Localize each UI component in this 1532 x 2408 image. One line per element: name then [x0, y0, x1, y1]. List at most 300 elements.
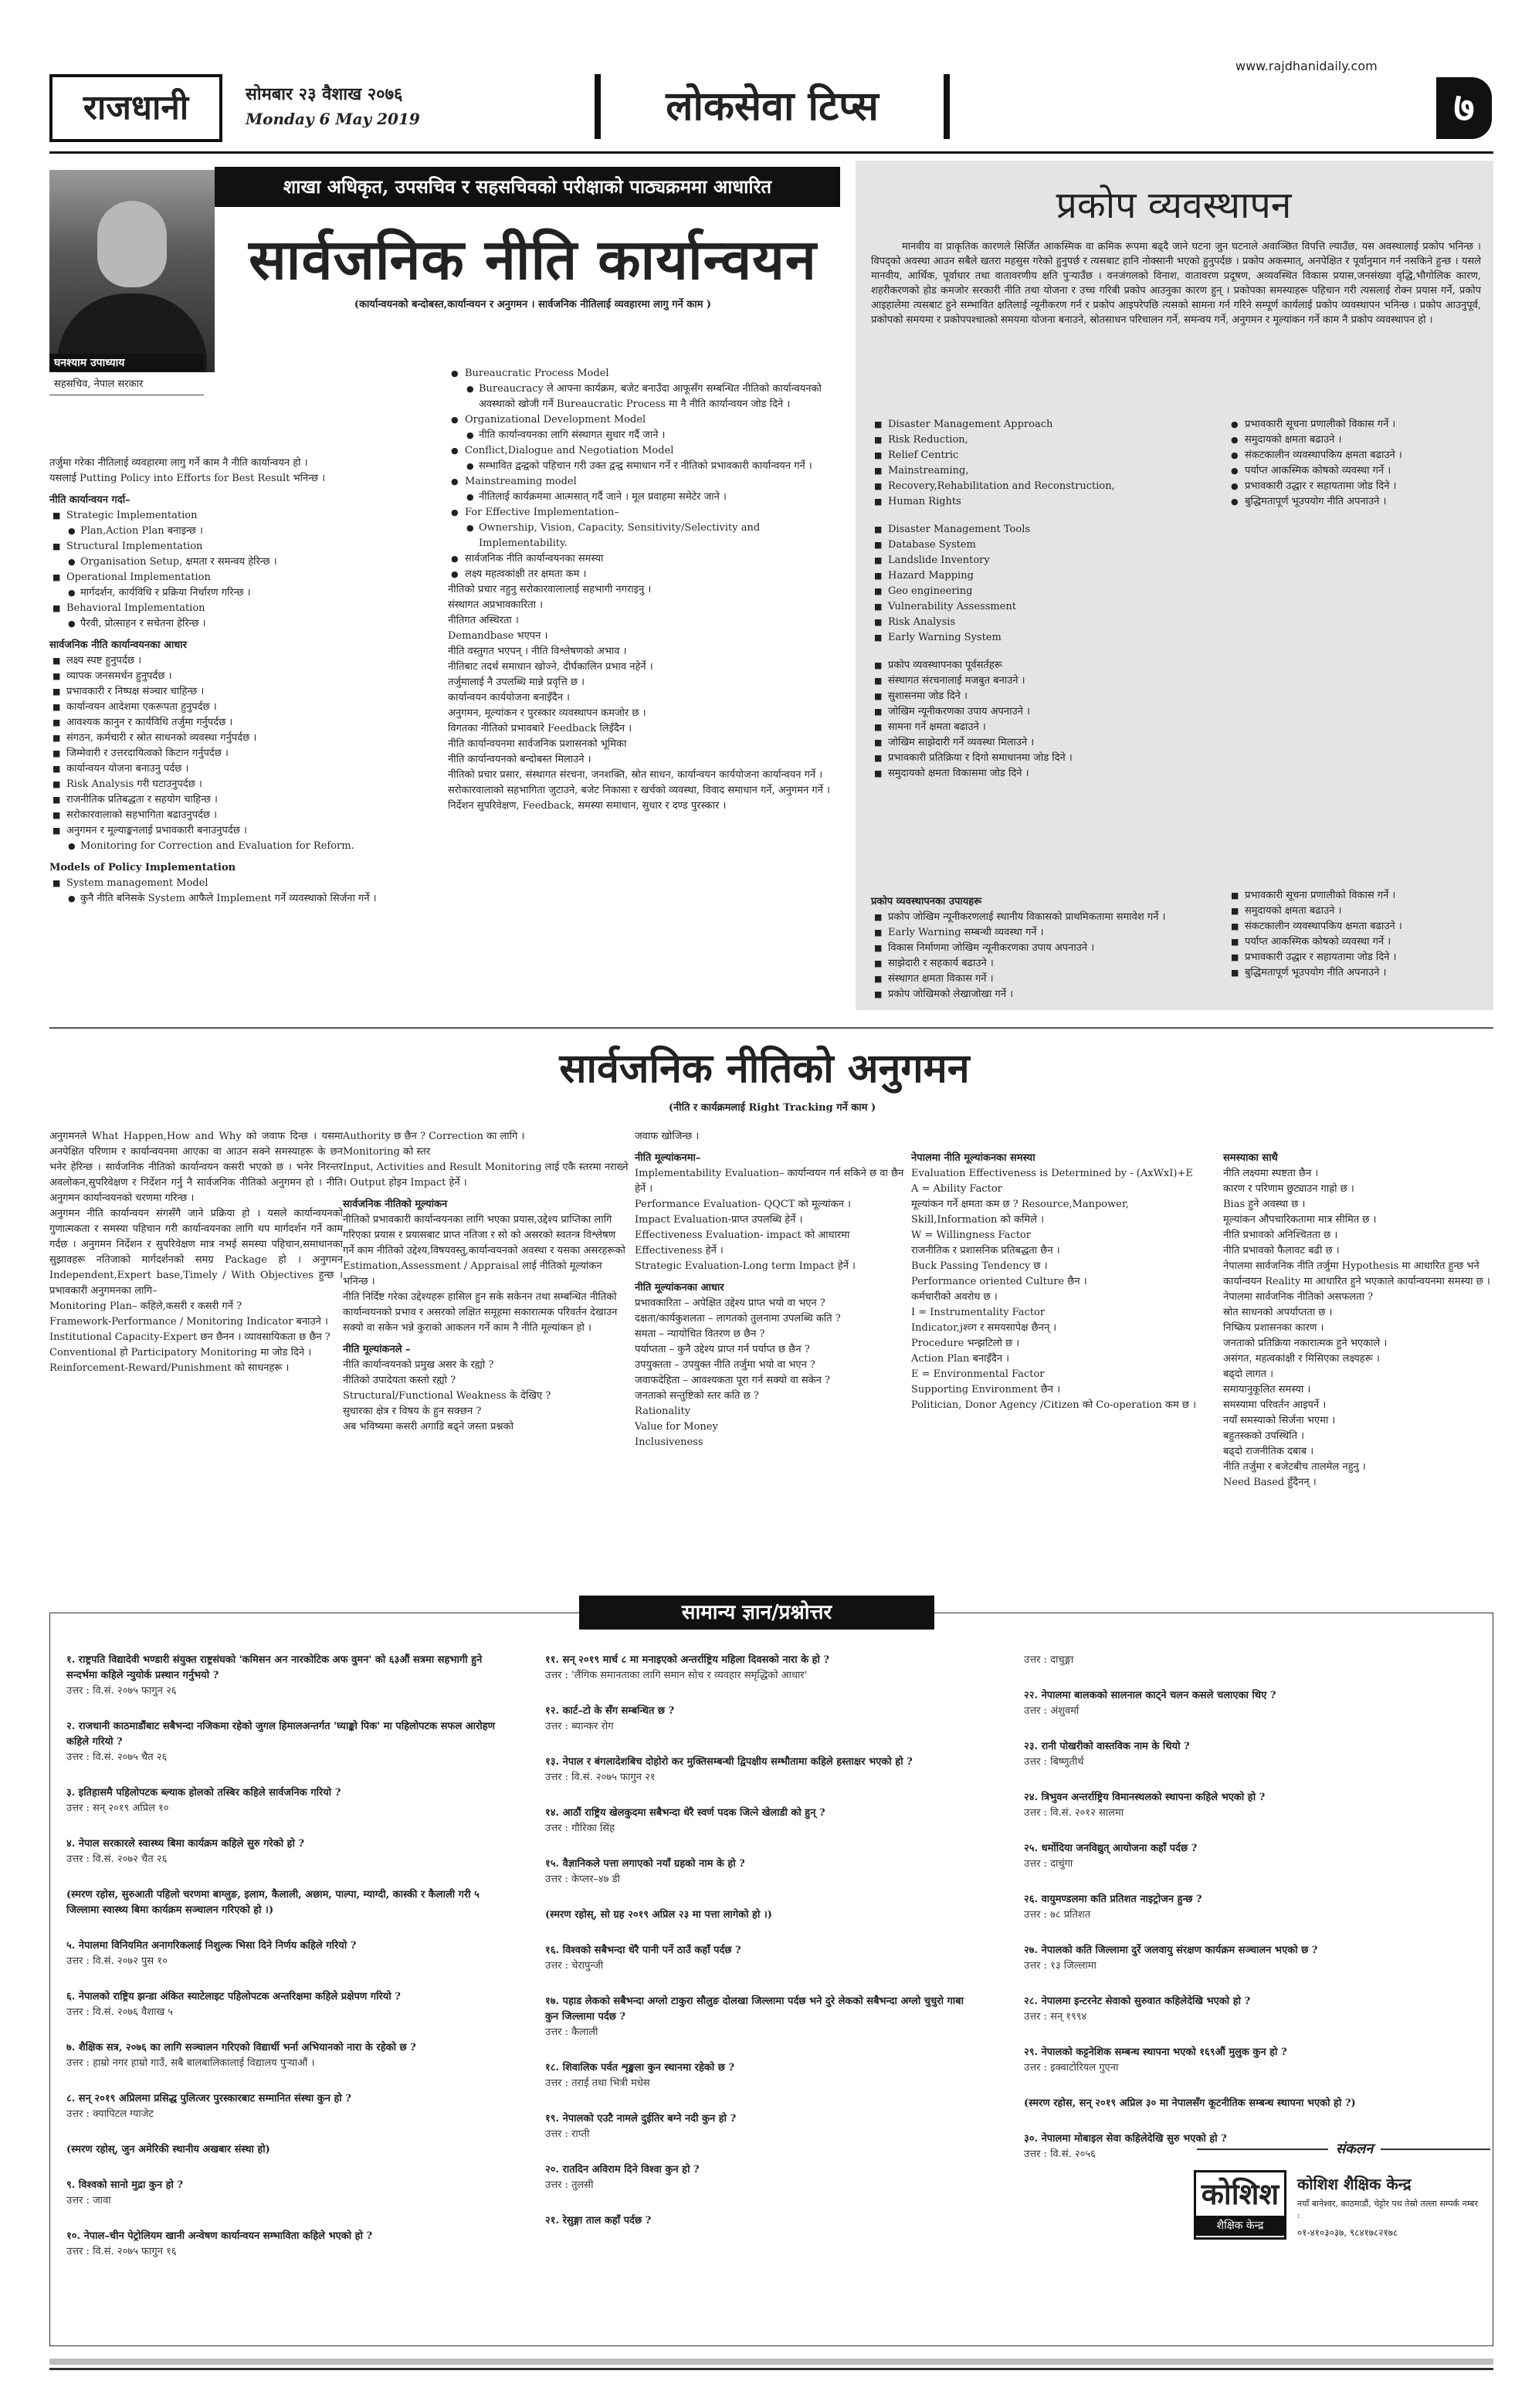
qa-item — [545, 2213, 978, 2229]
text-line: ● सम्भावित द्वन्द्वको पहिचान गरी उक्त द्वन्द्व समाधान गर्ने र नीतिको प्रभावकारी कार्यान्वयन गर्ने । — [448, 459, 834, 474]
text-line: ■ Risk Analysis — [871, 615, 1211, 630]
institute-name: कोशिश शैक्षिक केन्द्र — [1297, 2175, 1412, 2193]
text-line: सरोकारवालाको सहभागिता जुटाउने, बजेट निकासा र खर्चको व्यवस्था, विवाद समाधान गर्ने, अनुगमन गर्ने । — [448, 785, 830, 796]
text-line: ■ संगठन, कर्मचारी र स्रोत साधनको व्यवस्था गर्नुपर्दछ । — [49, 731, 436, 746]
text-line: Indicator,jश्व्ग र समयसापेक्ष छैनन् । — [911, 1322, 1057, 1334]
text-line: नीति कार्यान्वयनमा सार्वजनिक प्रशासनको भूमिका — [448, 738, 627, 750]
text-line: Action Plan बनाइँदैन । — [911, 1353, 1010, 1365]
text-line: नेपालमा सार्वजनिक नीति तर्जुमा Hypothesis मा आधारित हुन्छ भने कार्यान्वयन Reality मा आधारित हुने भएकाले कार्यान्वयनमा समस्या छ । — [1223, 1260, 1490, 1287]
text-line: Performance Evaluation- QQCT को मूल्यांकन । — [635, 1199, 851, 1210]
text-line: Impact Evaluation-प्राप्त उपलब्धि हेर्ने । — [635, 1214, 803, 1226]
answer: उत्तर : वि.सं. २०७५ फागुन २६ — [66, 1685, 177, 1697]
question: १. राष्ट्रपति विद्यादेवी भण्डारी संयुक्त राष्ट्रसंघको 'कमिसन अन नारकोटिक अफ वुमन' को ६३औं सत्रमा सहभागी हुने सन्दर्भमा कहिले न्युयोर्क प्रस्थान गर्नुभयो ? — [66, 1654, 483, 1681]
text-line: Monitoring Plan– कहिले,कसरी र कसरी गर्ने ? — [49, 1301, 242, 1312]
text-line: स्रोत साधनको अपर्याप्तता छ । — [1223, 1307, 1333, 1318]
text-line: Monitoring को स्तर — [343, 1146, 431, 1158]
text-line: ■ प्रभावकारी प्रतिक्रिया र दिगो समाधानमा जोड दिने । — [871, 751, 1211, 766]
qa-item — [66, 1653, 499, 1699]
qa-item — [66, 1887, 499, 1918]
text-line: अनुगमनले What Happen,How and Why को जवाफ दिन्छ । यसमा अनपेक्षित परिणाम र कार्यान्वयनमा आएका वा आउन सक्ने समस्याहरू के छन भनेर हेरिन्छ । सार्वजनिक नीतिको कार्यान्वयन कसरी भएको छ । भनेर निरन्तर अवलोकन,सुपरिवेक्षण र निर्देशन गर्नु नै सार्वजनिक नीतिको अनुगमन हो । नीति अनुगमन कार्यान्वयनको चरणमा गरिन्छ । — [49, 1131, 343, 1204]
text-line: जनताको प्रतिक्रिया नकारात्मक हुने भएकाले । — [1223, 1338, 1388, 1349]
answer: उत्तर : ब्यान्कर रोग — [545, 1721, 614, 1732]
question: २३. रानी पोखरीको वास्तविक नाम के थियो ? — [1024, 1741, 1190, 1752]
question: २९. नेपालको कट्टनेशिक सम्बन्ध स्थापना भएको १६९औं मुलुक कुन हो ? — [1024, 2047, 1287, 2058]
text-line: नीति मूल्यांकनका आधार — [635, 1282, 724, 1294]
text-line: Institutional Capacity-Expert छन छैनन । व्यावसायिकता छ छैन ? — [49, 1331, 330, 1343]
text-line: ● Ownership, Vision, Capacity, Sensitivity/Selectivity and Implementability. — [448, 521, 834, 551]
text-line: Need Based हुँदैनन् । — [1223, 1477, 1317, 1488]
answer: उत्तर : जावा — [66, 2195, 111, 2206]
text-line: ■ प्रकोप व्यवस्थापनका पूर्वसर्तहरू — [871, 658, 1211, 673]
footer-bar — [49, 2359, 1493, 2365]
qa-item — [66, 2142, 499, 2158]
disaster-list-right — [1228, 417, 1483, 510]
answer: उत्तर : सन् १९९४ — [1024, 2011, 1087, 2023]
answer: उत्तर : तराई तथा भित्री मधेस — [545, 2077, 650, 2089]
text-line: ■ विकास निर्माणमा जोखिम न्यूनीकरणका उपाय अपनाउने । — [871, 941, 1188, 956]
text-line: ■ Early Warning सम्बन्धी व्यवस्था गर्ने । — [871, 925, 1188, 941]
text-line: ■ लक्ष्य स्पष्ट हुनुपर्दछ । — [49, 653, 436, 669]
text-line: असंगत, महत्वकांक्षी र मिसिएका लक्ष्यहरू । — [1223, 1353, 1380, 1365]
section-title: लोकसेवा टिप्स — [595, 74, 950, 139]
question: १०. नेपाल–चीन पेट्रोलियम खानी अन्वेषण कार्यान्वयन सम्भाविता कहिले भएको हो ? — [66, 2230, 373, 2242]
text-line: नीति प्रभावको फैलावट बढी छ । — [1223, 1245, 1340, 1257]
text-line: E = Environmental Factor — [911, 1368, 1045, 1380]
article-column-2 — [448, 366, 834, 814]
text-line: सार्वजनिक नीति कार्यान्वयनका आधार — [49, 639, 187, 651]
text-line: ■ सामना गर्ने क्षमता बढाउने । — [871, 720, 1211, 735]
text-line: समस्याका साथै — [1223, 1152, 1278, 1164]
answer: उत्तर : वि.सं. २०७५ फागुन १६ — [66, 2246, 177, 2257]
monitoring-column-1 — [49, 1129, 343, 1376]
text-line: ■ व्यापक जनसमर्थन हुनुपर्दछ । — [49, 669, 436, 684]
text-line: नीतिबाट तदर्थ समाधान खोज्ने, दीर्घकालिन प्रभाव नहेर्ने । — [448, 661, 653, 673]
qa-item — [1024, 2045, 1456, 2076]
text-line: नेपालमा सार्वजनिक नीतिको असफलता ? — [1223, 1291, 1374, 1303]
text-line: ■ अनुगमन र मूल्याङ्कनलाई प्रभावकारी बनाउनुपर्दछ । — [49, 823, 436, 839]
question: १९. नेपालको एउटै नामले दुईतिर बग्ने नदी कुन हो ? — [545, 2113, 737, 2125]
qa-item — [545, 2162, 978, 2193]
text-line: प्रकोप व्यवस्थापनका उपायहरू — [871, 896, 982, 907]
answer: उत्तर : कैलाली — [545, 2026, 598, 2038]
text-line: नीति प्रभावको अनिश्चितता छ । — [1223, 1229, 1338, 1241]
monitoring-column-5 — [1223, 1145, 1493, 1491]
text-line: ■ Database System — [871, 538, 1211, 553]
text-line: Implementability Evaluation– कार्यान्वयन गर्न सकिने छ वा छैन हेर्ने । — [635, 1168, 904, 1195]
gk-column-3 — [1024, 1653, 1456, 2182]
answer: उत्तर : वि.सं. २०७२ चैत २६ — [66, 1853, 168, 1865]
question: १४. आठौं राष्ट्रिय खेलकुदमा सबैभन्दा धेरै स्वर्ण पदक जित्ने खेलाडी को हुन् ? — [545, 1807, 825, 1819]
qa-item — [545, 1755, 978, 1786]
gk-column-1 — [66, 1653, 499, 2280]
footer-rule — [49, 2368, 1493, 2370]
question: १५. वैज्ञानिकले पत्ता लगाएको नयाँ ग्रहको नाम के हो ? — [545, 1858, 745, 1870]
question: (स्मरण रहोस, सुरुआती पहिलो चरणमा बाग्लुङ, इलाम, कैलाली, अछाम, पाल्पा, म्याग्दी, कास्की र कैलाली गरी ५ जिल्लामा स्वास्थ्य बिमा कार्यक्रम सञ्चालन गरिएको हो ।) — [66, 1889, 480, 1916]
text-line: ■ जोखिम न्यूनीकरणका उपाय अपनाउने । — [871, 704, 1211, 720]
text-line — [871, 646, 1211, 658]
text-line: मूल्यांकन गर्ने क्षमता कम छ ? Resource,Manpower, Skill,Information को कमिले । — [911, 1199, 1129, 1226]
text-line: ■ संकटकालीन व्यवस्थापकिय क्षमता बढाउने । — [1228, 919, 1483, 934]
text-line: ■ सरोकारवालाको सहभागिता बढाउनुपर्दछ । — [49, 808, 436, 823]
text-line: W = Willingness Factor — [911, 1229, 1031, 1241]
qa-item — [1024, 1790, 1456, 1821]
question: (स्मरण रहोस्, जुन अमेरिकी स्थानीय अखबार संस्था हो) — [66, 2144, 270, 2155]
institute-phone: ०१-४१०३०३७, ९८४१७८२१७८ — [1297, 2227, 1398, 2238]
text-line: नीतिको प्रचार प्रसार, संस्थागत संरचना, जनशक्ति, स्रोत साधन, कार्यान्वयन कार्ययोजना कार्यान्वयन गर्ने । — [448, 769, 823, 781]
text-line: नीति निर्दिष्ट गरेका उद्देश्यहरू हासिल हुन सके सकेनन तथा सम्बन्धित नीतिको कार्यान्वयनको प्रभाव र असरको लक्षित समूहमा सकारात्मक परिवर्तन देखाउन सक्यो वा सकेन भन्ने कुराको आकलन गर्ने काम नै नीति मूल्यांकन हो । — [343, 1291, 618, 1334]
monitoring-headline: सार्वजनिक नीतिको अनुगमन — [559, 1045, 970, 1092]
text-line: Bias हुने अवस्था छ । — [1223, 1199, 1306, 1210]
text-line: तर्जुमा गरेका नीतिलाई व्यवहारमा लागु गर्ने काम नै नीति कार्यान्वयन हो । — [49, 457, 308, 469]
text-line: ■ Strategic Implementation — [49, 508, 436, 524]
text-line: ● पर्याप्त आकस्मिक कोषको व्यवस्था गर्ने । — [1228, 463, 1483, 479]
text-line: जनताको सन्तुष्टिको स्तर कति छ ? — [635, 1390, 759, 1402]
text-line: कर्मचारीको अवरोध छ । — [911, 1291, 998, 1303]
text-line: नीतिगत अस्थिरता । — [448, 615, 519, 626]
qa-item — [545, 1943, 978, 1974]
text-line: ■ Operational Implementation — [49, 570, 436, 585]
qa-item — [1024, 1994, 1456, 2025]
text-line: नीति वस्तुगत भएपन् । नीति विश्लेषणको अभाव । — [448, 646, 627, 657]
text-line: ■ Human Rights — [871, 494, 1211, 510]
article-subhead: (कार्यान्वयनको बन्दोबस्त,कार्यान्वयन र अनुगमन । सार्वजनिक नीतिलाई व्यवहारमा लागु गर्ने काम ) — [354, 299, 712, 310]
text-line: ● संकटकालीन व्यवस्थापकिय क्षमता बढाउने । — [1228, 448, 1483, 463]
question: (स्मरण रहोस्, सो ग्रह २०१९ अप्रिल २३ मा पत्ता लागेको हो ।) — [545, 1909, 772, 1921]
text-line: ● प्रभावकारी उद्धार र सहायतामा जोड दिने । — [1228, 479, 1483, 494]
text-line: Demandbase भएपन । — [448, 630, 548, 642]
answer: उत्तर : क्यापिटल ग्याजेट — [66, 2108, 154, 2120]
question: १७. पहाड लेकको सबैभन्दा अग्लो टाकुरा सौलुङ दोलखा जिल्लामा पर्दछ भने दुरे लेकको सबैभन्दा अग्लो चुचुरो गाबा कुन जिल्लामा पर्दछ ? — [545, 1996, 964, 2023]
text-line: संस्थागत अप्रभावकारिता । — [448, 599, 544, 611]
qa-item — [1024, 1892, 1456, 1923]
answer: उत्तर : राप्ती — [545, 2128, 590, 2140]
text-line: ■ Geo engineering — [871, 584, 1211, 599]
qa-item — [66, 2040, 499, 2071]
answer: उत्तर : तुलसी — [545, 2179, 594, 2191]
question: ३०. नेपालमा मोबाइल सेवा कहिलेदेखि सुरु भएको हो ? — [1024, 2133, 1227, 2145]
answer: उत्तर : वि.सं. २०७५ चैत २६ — [66, 1752, 168, 1763]
qa-item — [66, 2178, 499, 2209]
question: २६. वायुमण्डलमा कति प्रतिशत नाइट्रोजन हुन्छ ? — [1024, 1894, 1202, 1905]
question: ३. इतिहासमै पहिलोपटक ब्ल्याक होलको तस्बिर कहिले सार्वजनिक गरियो ? — [66, 1787, 341, 1799]
text-line: ● Mainstreaming model — [448, 474, 834, 490]
question: ४. नेपाल सरकारले स्वास्थ्य बिमा कार्यक्रम कहिले सुरु गरेको हो ? — [66, 1838, 305, 1850]
qa-item — [66, 2229, 499, 2260]
qa-item — [1024, 1653, 1456, 1668]
text-line: ■ प्रकोप जोखिमको लेखाजोखा गर्ने । — [871, 987, 1188, 1002]
text-line: ■ प्रभावकारी उद्धार र सहायतामा जोड दिने । — [1228, 950, 1483, 965]
qa-item — [66, 2091, 499, 2122]
qa-item — [1024, 1943, 1456, 1974]
question: ७. शैक्षिक सत्र, २०७६ का लागि सञ्चालन गरिएको विद्यार्थी भर्ना अभियानको नारा के रहेको छ ? — [66, 2042, 416, 2054]
text-line: मूल्यांकन औपचारिकतामा मात्र सीमित छ । — [1223, 1214, 1377, 1226]
text-line: जवाफ खोजिन्छ । — [635, 1131, 700, 1142]
logo-subtext: शैक्षिक केन्द्र — [1196, 2216, 1284, 2236]
text-line: ■ Relief Centric — [871, 448, 1211, 463]
text-line: ● पैरवी, प्रोत्साहन र सचेतना हेरिन्छ । — [49, 616, 436, 632]
question: ९. विश्वको सानो मुद्रा कुन हो ? — [66, 2179, 184, 2191]
text-line: कारण र परिणाम छुट्याउन गाह्रो छ । — [1223, 1183, 1354, 1195]
text-line: निर्देशन सुपरिवेक्षण, Feedback, समस्या समाधान, सुधार र दण्ड पुरस्कार । — [448, 800, 727, 812]
text-line: नेपालमा नीति मूल्यांकनका समस्या — [911, 1152, 1035, 1164]
text-line: Framework-Performance / Monitoring Indicator बनाउने । — [49, 1316, 328, 1328]
text-line: समता – न्यायोचित वितरण छ छैन ? — [635, 1328, 765, 1340]
byline — [49, 354, 204, 395]
text-line: ● प्रभावकारी सूचना प्रणालीको विकास गर्ने । — [1228, 417, 1483, 432]
text-line: सुधारका क्षेत्र र विषय के हुन सक्छन ? — [343, 1406, 482, 1417]
text-line: ■ Behavioral Implementation — [49, 601, 436, 616]
text-line: अब भविष्यमा कसरी अगाडि बढ्ने जस्ता प्रश्नको — [343, 1421, 513, 1433]
question: १२. कार्ट–टो के सँग सम्बन्धित छ ? — [545, 1705, 675, 1717]
text-line: नीति लक्ष्यमा स्पष्टता छैन । — [1223, 1168, 1319, 1179]
answer: उत्तर : वि.सं. २०५६ — [1024, 2149, 1096, 2160]
answer: उत्तर : सन् २०१९ अप्रिल १० — [66, 1803, 169, 1814]
question: ११. सन् २०१९ मार्च ८ मा मनाइएको अन्तर्राष्ट्रिय महिला दिवसको नारा के हो ? — [545, 1654, 830, 1666]
text-line: तर्जुमालाई नै उपलब्धि मान्ने प्रवृत्ति छ । — [448, 677, 585, 688]
text-line: जवाफदेहिता – आवश्यकता पूरा गर्न सक्यो वा सकेन ? — [635, 1375, 830, 1386]
text-line: ■ कार्यान्वयन योजना बनाउनु पर्दछ । — [49, 761, 436, 777]
qa-item — [1024, 2096, 1456, 2111]
text-line: ■ Risk Analysis गरी घटाउनुपर्दछ । — [49, 777, 436, 792]
text-line: नीतिको प्रभावकारी कार्यान्वयनका लागि भएका प्रयास,उद्देश्य प्राप्तिका लागि गरिएका प्रयास र प्रयासबाट प्राप्त नतिजा र सो को असरको स्वतन्त्र विश्लेषण गर्ने काम नीतिको उद्देश्य,विषयवस्तु,कार्यान्वयनको अवस्था र यसका असरहरूको Estimation,Assessment / Appraisal लाई नीतिको मूल्यांकन भनिन्छ । — [343, 1214, 625, 1287]
logo-text: कोशिश — [1201, 2176, 1279, 2211]
text-line: ■ प्रभावकारी र निष्पक्ष संञ्चार चाहिन्छ । — [49, 684, 436, 700]
text-line: Models of Policy Implementation — [49, 862, 236, 873]
text-line: बढ्दो राजनीतिक दबाब । — [1223, 1446, 1314, 1457]
question: (स्मरण रहोस, सन् २०१९ अप्रिल ३० मा नेपालसँग कूटनीतिक सम्बन्ध स्थापना भएको हो ?) — [1024, 2098, 1356, 2109]
text-line: सार्वजनिक नीतिको मूल्यांकन — [343, 1199, 448, 1210]
text-line: बढ्दो लागत । — [1223, 1368, 1274, 1380]
text-line: ■ राजनीतिक प्रतिबद्धता र सहयोग चाहिन्छ । — [49, 792, 436, 808]
text-line: ● Bureaucracy ले आफ्ना कार्यक्रम, बजेट बनाउँदा आफूसँग सम्बन्धित नीतिको कार्यान्वयनको अवस्थाको खोजी गर्ने Bureaucratic Process मा नै नीति कार्यान्वयन जोड दिने । — [448, 382, 834, 412]
text-line: Performance oriented Culture छैन । — [911, 1276, 1087, 1287]
website-url[interactable]: www.rajdhanidaily.com — [1235, 59, 1378, 73]
text-line: ■ जोखिम साझेदारी गर्ने व्यवस्था मिलाउने । — [871, 735, 1211, 751]
question: १३. नेपाल र बंगलादेशबिच दोहोरो कर मुक्तिसम्बन्धी द्विपक्षीय सम्भौतामा कहिले हस्ताक्षर भएको हो ? — [545, 1756, 913, 1768]
answer: उत्तर : हाम्रो नगर हाम्रो गाउँ, सबै बालबालिकालाई विद्यालय पुऱ्याऔं । — [66, 2057, 315, 2069]
answer: उत्तर : दाचुंगा — [1024, 1858, 1073, 1870]
answer: उत्तर : केप्लर–४७ डी — [545, 1874, 620, 1885]
page-number: ७ — [1436, 77, 1492, 139]
qa-item — [1024, 1841, 1456, 1872]
text-line: नीति तर्जुमा र बजेटबीच तालमेल नहुनु । — [1223, 1461, 1366, 1473]
question: २५. धर्मोदिया जनविद्युत् आयोजना कहाँ पर्दछ ? — [1024, 1843, 1198, 1854]
qa-item — [545, 2060, 978, 2091]
answer: उत्तर : वि.सं. २०१२ सालमा — [1024, 1807, 1124, 1819]
qa-item — [1024, 1739, 1456, 1770]
text-line: यसलाई Putting Policy into Efforts for Best Result भनिन्छ । — [49, 473, 326, 484]
question: १८. शिवालिक पर्वत शृङ्खला कुन स्थानमा रहेको छ ? — [545, 2062, 735, 2074]
gk-section-title: सामान्य ज्ञान/प्रश्नोत्तर — [579, 1596, 934, 1630]
text-line: ■ प्रकोप जोखिम न्यूनीकरणलाई स्थानीय विकासको प्राथमिकतामा समावेश गर्ने । — [871, 910, 1188, 925]
question: ८. सन् २०१९ अप्रिलमा प्रसिद्ध पुलित्जर पुरस्कारबाट सम्मानित संस्था कुन हो ? — [66, 2093, 351, 2104]
text-line: ■ प्रभावकारी सूचना प्रणालीको विकास गर्ने । — [1228, 888, 1483, 904]
qa-item — [545, 1908, 978, 1923]
answer: उत्तर : अंशुवर्मा — [1024, 1705, 1080, 1717]
text-line: ● Bureaucratic Process Model — [448, 366, 834, 382]
question: १६. विश्वको सबैभन्दा धेरै पानी पर्ने ठाउँ कहाँ पर्दछ ? — [545, 1945, 741, 1956]
monitoring-subhead: (नीति र कार्यक्रमलाई Right Tracking गर्ने काम ) — [668, 1102, 876, 1114]
text-line: ■ Recovery,Rehabilitation and Reconstruction, — [871, 479, 1211, 494]
text-line: ■ Structural Implementation — [49, 539, 436, 555]
text-line: Rationality — [635, 1406, 691, 1417]
author-name: घनश्याम उपाध्याय — [49, 354, 204, 371]
qa-item — [545, 1994, 978, 2040]
text-line: नीति कार्यान्वयनको प्रमुख असर के रह्यो ? — [343, 1359, 494, 1371]
text-line: ■ समुदायको क्षमता विकासमा जोड दिने । — [871, 766, 1211, 782]
text-line: ■ Mainstreaming, — [871, 463, 1211, 479]
qa-item — [66, 1938, 499, 1969]
text-line: पर्याप्तता – कुनै उद्देश्य प्राप्त गर्न पर्याप्त छ छैन ? — [635, 1344, 810, 1355]
text-line: ■ Disaster Management Approach — [871, 417, 1211, 432]
text-line: प्रभावकारिता – अपेक्षित उद्देश्य प्राप्त भयो वा भएन ? — [635, 1297, 825, 1309]
answer: उत्तर : इक्वाटोरियल गुएना — [1024, 2062, 1119, 2074]
section-divider — [49, 1027, 1493, 1029]
text-line: ● कुनै नीति बनिसके System आफैले Implement गर्ने व्यवस्थाको सिर्जना गर्ने । — [49, 891, 436, 907]
text-line: A = Ability Factor — [911, 1183, 1002, 1195]
question: ६. नेपालको राष्ट्रिय झन्डा अंकित स्याटेलाइट पहिलोपटक अन्तरिक्षमा कहिले प्रक्षेपण गरियो ? — [66, 1991, 401, 2003]
text-line: ■ सुशासनमा जोड दिने । — [871, 689, 1211, 704]
disaster-list-left — [871, 417, 1211, 782]
text-line: नीतिको उपादेयता कस्तो रह्यो ? — [343, 1375, 456, 1386]
text-line: ● Organizational Development Model — [448, 412, 834, 428]
disaster-title: प्रकोप व्यवस्थापन — [1056, 184, 1292, 227]
text-line: ■ संस्थागत संरचनालाई मजबुत बनाउने । — [871, 673, 1211, 689]
text-line: अनुगमन नीति कार्यान्वयन संगसँगै जाने प्रक्रिया हो । यसले कार्यान्वयनको गुणात्मकता र समस्या पहिचान गरी कार्यान्वयनका लागि थप मार्गदर्शन गर्ने काम गर्दछ । अनुगमन निर्देशन र सुपरिवेक्षण मात्र नभई समस्या पहिचान,समाधानका सुझावहरू नतिजाको मार्गदर्शनको समग्र Package हो । अनुगमन Independent,Expert base,Timely / With Objectives हुन्छ । प्रभावकारी अनुगमनका लागि– — [49, 1208, 343, 1297]
answer: उत्तर : गौरिका सिंह — [545, 1823, 615, 1834]
text-line: समायानुकूलित समस्या । — [1223, 1384, 1311, 1396]
text-line — [871, 510, 1211, 522]
text-line: I = Instrumentality Factor — [911, 1307, 1046, 1318]
newspaper-brand-logo: राजधानी — [49, 74, 222, 142]
masthead-divider — [49, 151, 1493, 154]
question: ५. नेपालमा विनियमित अनागरिकलाई निशुल्क भिसा दिने निर्णय कहिले गरियो ? — [66, 1940, 357, 1952]
qa-item — [545, 1653, 978, 1684]
text-line: ● Plan,Action Plan बनाइन्छ । — [49, 524, 436, 539]
portrait-face — [97, 201, 167, 287]
text-line: ● नीतिलाई कार्यक्रममा आत्मसात् गर्दै जाने । मूल प्रवाहमा समेटेर जाने । — [448, 490, 834, 505]
question: २७. नेपालको कति जिल्लामा दुर्रे जलवायु संरक्षण कार्यक्रम सञ्चालन भएको छ ? — [1024, 1945, 1318, 1956]
text-line: Strategic Evaluation-Long term Impact हेर्ने । — [635, 1260, 856, 1272]
answer: उत्तर : दाचुङ्गा — [1024, 1654, 1074, 1666]
text-line: विगतका नीतिको प्रभावबारे Feedback लिइँदैन । — [448, 723, 632, 734]
monitoring-column-3 — [635, 1129, 905, 1450]
text-line: ■ System management Model — [49, 876, 436, 891]
text-line: नीति कार्यान्वयनको बन्दोबस्त मिलाउने । — [448, 754, 591, 765]
article-banner: शाखा अधिकृत, उपसचिव र सहसचिवको परीक्षाको पाठ्यक्रममा आधारित — [215, 167, 840, 207]
text-line: Conventional हो Participatory Monitoring मा जोड दिने । — [49, 1347, 312, 1358]
text-line: Evaluation Effectiveness is Determined by - (AxWxI)+E — [911, 1168, 1193, 1179]
author-role: सहसचिव, नेपाल सरकार — [49, 371, 204, 395]
answer: उत्तर : वि.सं. २०७२ पुस १० — [66, 1955, 168, 1967]
text-line: Procedure भन्झटिलो छ । — [911, 1338, 1020, 1349]
text-line: ● नीति कार्यान्वयनका लागि संस्थागत सुधार गर्दै जाने । — [448, 428, 834, 443]
text-line: नीति कार्यान्वयन गर्दा– — [49, 494, 130, 506]
text-line: दक्षता/कार्यकुशलता – लागतको तुलनामा उपलब्धि कति ? — [635, 1313, 841, 1324]
disaster-intro: मानवीय वा प्राकृतिक कारणले सिर्जित आकस्मिक वा क्रमिक रूपमा बढ्दै जाने घटना जुन घटनाले अवाञ्छित विपत्ति ल्याउँछ, यस अवस्थालाई प्रकोप भनिन्छ । विपद्को अवस्था आउन सबैले खतरा महसुस गरेको हुनुपर्छ र त्यसबाट हानि नोक्सानी भएको हुनुपर्दछ । प्रकोप अकस्मात्, अनपेक्षित र पूर्वानुमान गर्न नसकिने हुन्छ । यसले मानवीय, आर्थिक, पूर्वाधार तथा वातावरणीय क्षति पुऱ्याउँछ । वनजंगलको विनाश, वातावरण प्रदूषण, अव्यवस्थित विकास प्रयास,जनसंख्या वृद्धि,भौगोलिक कारण, शहरीकरणको होड कमजोर सरकारी नीति तथा योजना र उच्च गरिबी प्रकोप आउनुका कारण हुन् । प्रकोपका समस्याहरू पहिचान गरी त्यसलाई रोक्न प्रयास गर्ने, प्रकोप आइहालेमा त्यसबाट हुने सम्भावित क्षतिलाई न्यूनीकरण गर्न र प्रकोप आइपरेपछि त्यसको सामना गर्न गरिने सम्पूर्ण कार्यलाई प्रकोप व्यवस्थापन भनिन्छ । प्रकोप आउनुपूर्व, प्रकोपको समयमा र प्रकोपपश्चात्को समयमा योजना बनाउने, स्रोतसाधन परिचालन गर्ने, समन्वय गर्ने, अनुगमन र मूल्यांकन गर्ने काम नै प्रकोप व्यवस्थापन हो । — [871, 241, 1481, 326]
text-line: Value for Money — [635, 1421, 718, 1433]
qa-item — [66, 1989, 499, 2020]
qa-item — [1024, 1688, 1456, 1719]
text-line: अनुगमन, मूल्यांकन र पुरस्कार व्यवस्थापन कमजोर छ । — [448, 707, 646, 719]
question: २१. रेसुङ्गा ताल कहाँ पर्दछ ? — [545, 2215, 652, 2227]
question: २२. नेपालमा बालकको सालनाल काट्ने चलन कसले चलाएका थिए ? — [1024, 1690, 1276, 1701]
text-line: ■ Risk Reduction, — [871, 432, 1211, 448]
author-portrait — [49, 170, 215, 372]
text-line: ■ कार्यान्वयन आदेशमा एकरूपता हुनुपर्दछ । — [49, 700, 436, 715]
text-line: ■ बुद्धिमतापूर्ण भूउपयोग नीति अपनाउने । — [1228, 965, 1483, 981]
text-line: ■ पर्याप्त आकस्मिक कोषको व्यवस्था गर्ने । — [1228, 934, 1483, 950]
text-line: ■ Vulnerability Assessment — [871, 599, 1211, 615]
disaster-measures-right — [1228, 888, 1483, 981]
question: २. राजधानी काठमाडौंबाट सबैभन्दा नजिकमा रहेको जुगल हिमालअन्तर्गत 'घ्याङ्को पिक' मा पहिलोपटक सफल आरोहण कहिले गरियो ? — [66, 1721, 496, 1748]
question: २०. रातदिन अविराम दिने विश्वा कुन हो ? — [545, 2164, 700, 2176]
qa-item — [66, 1837, 499, 1867]
text-line: Politician, Donor Agency /Citizen को Co-operation कम छ । — [911, 1399, 1197, 1411]
text-line: निष्क्रिय प्रशासनका कारण । — [1223, 1322, 1324, 1334]
text-line: ● For Effective Implementation– — [448, 505, 834, 521]
text-line: ● सार्वजनिक नीति कार्यान्वयनका समस्या — [448, 551, 834, 567]
text-line: ● Conflict,Dialogue and Negotiation Model — [448, 443, 834, 459]
qa-item — [66, 1719, 499, 1765]
text-line: ● मार्गदर्शन, कार्यविधि र प्रक्रिया निर्धारण गरिन्छ । — [49, 585, 436, 601]
text-line: ● Organisation Setup, क्षमता र समन्वय हेरिन्छ । — [49, 555, 436, 570]
monitoring-column-2 — [343, 1129, 629, 1435]
text-line: उपयुक्तता – उपयुक्त नीति तर्जुमा भयो वा भएन ? — [635, 1359, 815, 1371]
date-nepali: सोमबार २३ वैशाख २०७६ — [246, 84, 403, 104]
text-line: बहुतस्कको उपस्थिति । — [1223, 1430, 1305, 1442]
answer: उत्तर : 'लैंगिक समानताका लागि समान सोच र व्यवहार समृद्धिको आधार' — [545, 1670, 808, 1681]
qa-item — [545, 2111, 978, 2142]
disaster-measures-list — [871, 888, 1188, 1002]
answer: उत्तर : वि.सं. २०७६ वैशाख ५ — [66, 2006, 173, 2018]
qa-item — [545, 1704, 978, 1735]
text-line: नीति मूल्यांकनमा– — [635, 1152, 701, 1164]
answer: उत्तर : ७८ प्रतिशत — [1024, 1909, 1091, 1921]
qa-item — [66, 1786, 499, 1816]
text-line: नयाँ समस्याको सिर्जना भएमा । — [1223, 1415, 1336, 1426]
text-line: ■ साझेदारी र सहकार्य बढाउने । — [871, 956, 1188, 972]
text-line: Authority छ छैन ? Correction का लागि । — [343, 1131, 525, 1142]
text-line: ● Monitoring for Correction and Evaluation for Reform. — [49, 839, 436, 854]
text-line: नीति मूल्यांकनले – — [343, 1344, 411, 1355]
text-line: ■ Hazard Mapping — [871, 568, 1211, 584]
text-line: Effectiveness Evaluation- impact को आधारमा Effectiveness हेर्ने । — [635, 1229, 850, 1257]
article-column-1 — [49, 456, 436, 907]
text-line: ■ Landslide Inventory — [871, 553, 1211, 568]
text-line: Structural/Functional Weakness के देखिए ? — [343, 1390, 551, 1402]
text-line: राजनीतिक र प्रशासनिक प्रतिबद्धता छैन । — [911, 1245, 1060, 1257]
text-line: Inclusiveness — [635, 1436, 703, 1448]
text-line: ● बुद्धिमतापूर्ण भूउपयोग नीति अपनाउने । — [1228, 494, 1483, 510]
institute-address: नयाँ बानेश्वर, काठमाडौं, चेट्टोर पथ तेस्रो तल्ला सम्पर्क नम्बर : — [1297, 2199, 1478, 2220]
text-line: ■ आवश्यक कानुन र कार्यविधि तर्जुमा गर्नुपर्दछ । — [49, 715, 436, 731]
credit-label: संकलन — [1328, 2139, 1381, 2158]
text-line: Supporting Environment छैन । — [911, 1384, 1061, 1396]
text-line: Reinforcement-Reward/Punishment को साधनहरू । — [49, 1362, 290, 1374]
text-line: समस्यामा परिवर्तन आइपर्ने । — [1223, 1399, 1327, 1411]
qa-item — [545, 1806, 978, 1837]
answer: उत्तर : चेरापुन्जी — [545, 1960, 604, 1972]
gk-column-2 — [545, 1653, 978, 2249]
text-line: ■ Early Warning System — [871, 630, 1211, 646]
text-line: कार्यान्वयन कार्ययोजना बनाइँदैन । — [448, 692, 570, 704]
text-line: Input, Activities and Result Monitoring लाई एकै स्तरमा नराख्ने । Output होइन Impact हेर्ने । — [343, 1162, 629, 1189]
text-line: ■ जिम्मेवारी र उत्तरदायित्वको किटान गर्नुपर्दछ । — [49, 746, 436, 761]
answer: उत्तर : बिष्णुतीर्थ — [1024, 1756, 1084, 1768]
answer: उत्तर : १३ जिल्लामा — [1024, 1960, 1096, 1972]
text-line: ● समुदायको क्षमता बढाउने । — [1228, 432, 1483, 448]
